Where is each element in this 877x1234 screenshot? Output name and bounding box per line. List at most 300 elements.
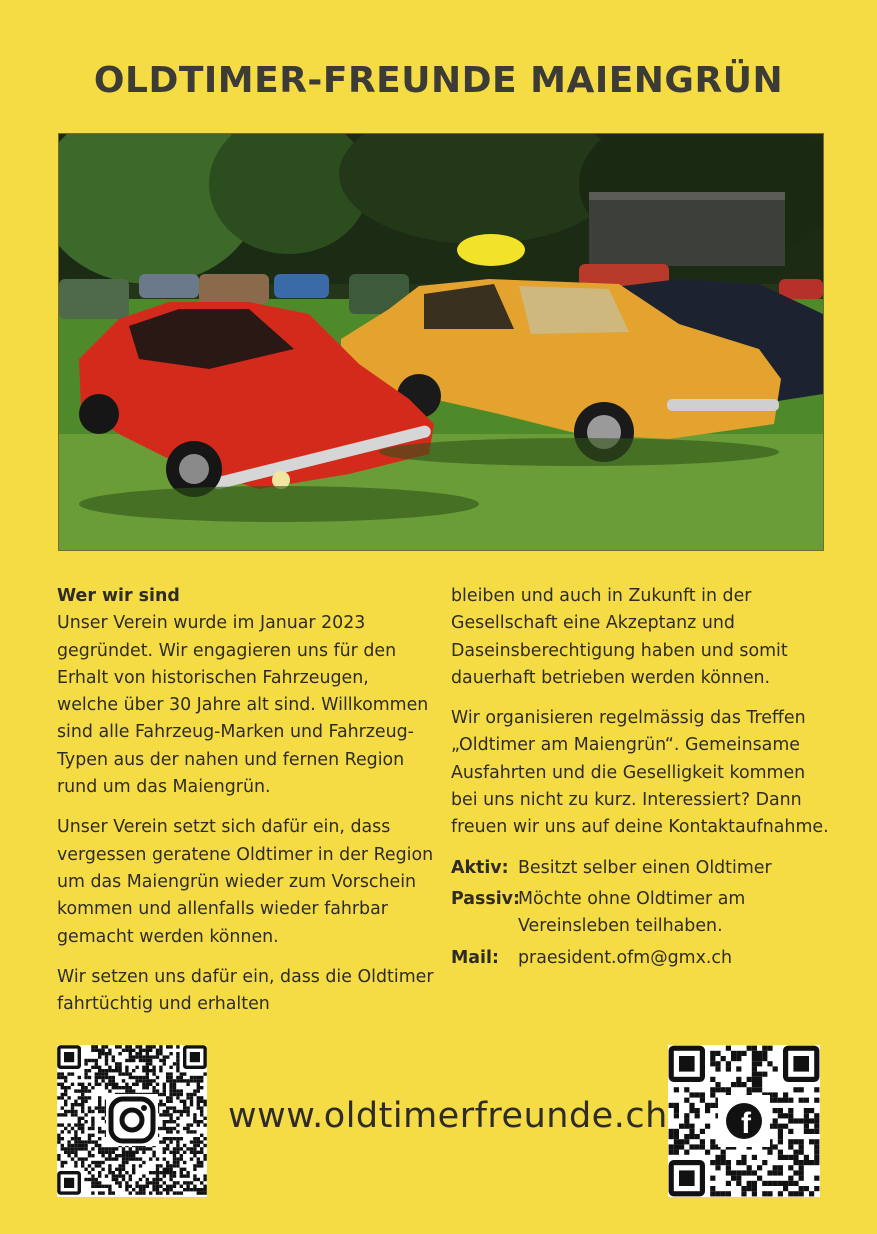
qr-module	[61, 1137, 64, 1140]
qr-module	[190, 1151, 193, 1154]
svg-text:f: f	[741, 1107, 751, 1140]
qr-module	[173, 1191, 176, 1194]
qr-module	[101, 1079, 104, 1082]
qr-module	[74, 1137, 77, 1140]
qr-module	[156, 1049, 159, 1052]
qr-module	[98, 1151, 101, 1154]
qr-module	[91, 1154, 94, 1157]
qr-module	[176, 1123, 179, 1126]
qr-module	[814, 1124, 819, 1129]
qr-module	[156, 1185, 159, 1188]
qr-module	[57, 1137, 60, 1140]
qr-module	[203, 1103, 206, 1106]
qr-module	[180, 1093, 183, 1096]
qr-module	[200, 1147, 203, 1150]
qr-module	[793, 1155, 798, 1160]
qr-module	[186, 1093, 189, 1096]
qr-module	[71, 1147, 74, 1150]
qr-module	[108, 1191, 111, 1194]
qr-module	[674, 1139, 679, 1144]
qr-module	[799, 1170, 804, 1175]
qr-module	[710, 1077, 715, 1082]
qr-module	[156, 1089, 159, 1092]
qr-module	[64, 1113, 67, 1116]
qr-module	[146, 1178, 149, 1181]
qr-module	[159, 1059, 162, 1062]
qr-module	[91, 1127, 94, 1130]
qr-module	[81, 1093, 84, 1096]
section-heading: Wer wir sind	[57, 586, 180, 606]
qr-finder	[679, 1056, 695, 1072]
qr-module	[741, 1155, 746, 1160]
qr-module	[169, 1093, 172, 1096]
qr-module	[112, 1083, 115, 1086]
qr-module	[149, 1055, 152, 1058]
qr-module	[122, 1174, 125, 1177]
qr-module	[726, 1165, 731, 1170]
qr-module	[84, 1076, 87, 1079]
qr-module	[180, 1185, 183, 1188]
qr-module	[146, 1062, 149, 1065]
qr-module	[741, 1082, 746, 1087]
qr-module	[180, 1168, 183, 1171]
qr-module	[156, 1181, 159, 1184]
qr-module	[169, 1113, 172, 1116]
qr-module	[173, 1164, 176, 1167]
qr-finder	[190, 1052, 200, 1062]
qr-module	[773, 1144, 778, 1149]
qr-module	[88, 1164, 91, 1167]
qr-module	[61, 1086, 64, 1089]
qr-module	[112, 1069, 115, 1072]
qr-module	[105, 1083, 108, 1086]
qr-module	[108, 1076, 111, 1079]
qr-module	[132, 1055, 135, 1058]
qr-module	[163, 1151, 166, 1154]
qr-module	[129, 1072, 132, 1075]
qr-module	[118, 1168, 121, 1171]
qr-module	[98, 1106, 101, 1109]
qr-module	[78, 1120, 81, 1123]
qr-module	[190, 1100, 193, 1103]
qr-module	[98, 1110, 101, 1113]
qr-module	[710, 1191, 715, 1196]
qr-module	[156, 1171, 159, 1174]
qr-module	[74, 1110, 77, 1113]
qr-module	[74, 1154, 77, 1157]
qr-module	[159, 1069, 162, 1072]
qr-module	[152, 1181, 155, 1184]
qr-module	[125, 1181, 128, 1184]
qr-module	[125, 1151, 128, 1154]
qr-module	[767, 1191, 772, 1196]
qr-module	[799, 1087, 804, 1092]
qr-module	[146, 1181, 149, 1184]
qr-module	[88, 1069, 91, 1072]
qr-module	[180, 1171, 183, 1174]
qr-module	[74, 1130, 77, 1133]
qr-module	[78, 1096, 81, 1099]
qr-module	[193, 1147, 196, 1150]
qr-module	[108, 1185, 111, 1188]
qr-module	[180, 1100, 183, 1103]
qr-module	[752, 1056, 757, 1061]
qr-module	[747, 1165, 752, 1170]
qr-module	[122, 1072, 125, 1075]
qr-module	[773, 1165, 778, 1170]
qr-module	[64, 1161, 67, 1164]
qr-module	[193, 1117, 196, 1120]
qr-module	[81, 1110, 84, 1113]
qr-module	[176, 1117, 179, 1120]
qr-module	[88, 1178, 91, 1181]
qr-module	[773, 1181, 778, 1186]
qr-module	[193, 1079, 196, 1082]
qr-module	[112, 1157, 115, 1160]
qr-module	[81, 1161, 84, 1164]
qr-module	[176, 1130, 179, 1133]
qr-module	[721, 1087, 726, 1092]
qr-module	[57, 1123, 60, 1126]
qr-module	[64, 1089, 67, 1092]
qr-module	[159, 1100, 162, 1103]
qr-module	[95, 1059, 98, 1062]
qr-module	[163, 1171, 166, 1174]
qr-module	[773, 1092, 778, 1097]
qr-module	[163, 1140, 166, 1143]
qr-module	[105, 1076, 108, 1079]
qr-module	[115, 1178, 118, 1181]
qr-module	[747, 1186, 752, 1191]
qr-module	[169, 1130, 172, 1133]
qr-module	[752, 1051, 757, 1056]
qr-module	[146, 1049, 149, 1052]
qr-module	[135, 1055, 138, 1058]
qr-module	[173, 1171, 176, 1174]
qr-module	[67, 1096, 70, 1099]
qr-module	[166, 1130, 169, 1133]
qr-module	[129, 1086, 132, 1089]
qr-module	[700, 1139, 705, 1144]
qr-module	[173, 1093, 176, 1096]
qr-module	[176, 1066, 179, 1069]
qr-module	[84, 1069, 87, 1072]
qr-module	[112, 1076, 115, 1079]
qr-module	[752, 1061, 757, 1066]
email-address[interactable]: praesident.ofm@gmx.ch	[518, 947, 733, 968]
qr-module	[197, 1144, 200, 1147]
qr-module	[101, 1106, 104, 1109]
qr-module	[757, 1056, 762, 1061]
qr-module	[142, 1066, 145, 1069]
qr-module	[695, 1092, 700, 1097]
qr-module	[710, 1051, 715, 1056]
qr-module	[84, 1147, 87, 1150]
qr-module	[200, 1079, 203, 1082]
qr-module	[159, 1191, 162, 1194]
qr-module	[88, 1076, 91, 1079]
qr-module	[91, 1178, 94, 1181]
qr-module	[132, 1154, 135, 1157]
qr-module	[139, 1055, 142, 1058]
qr-module	[705, 1108, 710, 1113]
qr-module	[173, 1106, 176, 1109]
facebook-qr-code[interactable]	[668, 1045, 820, 1197]
qr-module	[684, 1113, 689, 1118]
qr-module	[180, 1137, 183, 1140]
qr-module	[125, 1185, 128, 1188]
qr-module	[176, 1164, 179, 1167]
qr-module	[166, 1188, 169, 1191]
qr-module	[183, 1079, 186, 1082]
qr-module	[146, 1045, 149, 1048]
qr-module	[108, 1188, 111, 1191]
qr-module	[132, 1188, 135, 1191]
qr-module	[752, 1077, 757, 1082]
qr-module	[78, 1117, 81, 1120]
qr-module	[169, 1127, 172, 1130]
qr-module	[193, 1174, 196, 1177]
qr-module	[166, 1147, 169, 1150]
qr-module	[61, 1164, 64, 1167]
qr-module	[152, 1079, 155, 1082]
membership-info	[451, 855, 831, 972]
qr-module	[726, 1087, 731, 1092]
qr-module	[129, 1089, 132, 1092]
qr-module	[91, 1110, 94, 1113]
website-link[interactable]: www.oldtimerfreunde.ch	[228, 1096, 668, 1136]
qr-module	[95, 1076, 98, 1079]
qr-module	[778, 1113, 783, 1118]
qr-module	[169, 1045, 172, 1048]
qr-module	[163, 1168, 166, 1171]
qr-module	[169, 1117, 172, 1120]
qr-module	[81, 1089, 84, 1092]
qr-module	[71, 1083, 74, 1086]
qr-module	[773, 1124, 778, 1129]
qr-module	[684, 1087, 689, 1092]
qr-module	[61, 1096, 64, 1099]
qr-module	[183, 1168, 186, 1171]
qr-module	[186, 1083, 189, 1086]
qr-module	[135, 1052, 138, 1055]
qr-module	[197, 1076, 200, 1079]
qr-module	[152, 1188, 155, 1191]
qr-module	[715, 1082, 720, 1087]
qr-module	[197, 1079, 200, 1082]
qr-module	[169, 1086, 172, 1089]
qr-module	[139, 1147, 142, 1150]
qr-module	[169, 1100, 172, 1103]
qr-module	[61, 1072, 64, 1075]
qr-module	[669, 1134, 674, 1139]
qr-module	[95, 1185, 98, 1188]
qr-module	[74, 1113, 77, 1116]
qr-module	[788, 1129, 793, 1134]
qr-module	[163, 1174, 166, 1177]
qr-module	[152, 1089, 155, 1092]
qr-module	[115, 1147, 118, 1150]
qr-module	[186, 1174, 189, 1177]
qr-module	[132, 1164, 135, 1167]
qr-module	[767, 1150, 772, 1155]
qr-module	[684, 1139, 689, 1144]
qr-module	[203, 1123, 206, 1126]
qr-module	[122, 1164, 125, 1167]
qr-module	[139, 1052, 142, 1055]
qr-module	[674, 1087, 679, 1092]
qr-module	[64, 1086, 67, 1089]
qr-module	[169, 1168, 172, 1171]
qr-module	[108, 1151, 111, 1154]
qr-module	[146, 1055, 149, 1058]
qr-module	[166, 1171, 169, 1174]
qr-module	[146, 1072, 149, 1075]
qr-module	[197, 1086, 200, 1089]
qr-module	[74, 1140, 77, 1143]
qr-module	[710, 1103, 715, 1108]
qr-module	[788, 1144, 793, 1149]
qr-module	[152, 1055, 155, 1058]
qr-module	[186, 1079, 189, 1082]
paragraph-founding: Unser Verein wurde im Januar 2023 gegründet. Wir engagieren uns für den Erhalt von historischen Fahrzeugen, welche über 30 Jahre alt sind. Willkommen sind alle Fahrzeug-Marken und Fahrzeug-Typen aus der nahen und fernen Region rund um das Maiengrün.	[57, 613, 429, 798]
qr-module	[180, 1174, 183, 1177]
qr-module	[64, 1147, 67, 1150]
qr-module	[152, 1171, 155, 1174]
qr-module	[793, 1139, 798, 1144]
qr-module	[108, 1052, 111, 1055]
qr-module	[115, 1181, 118, 1184]
qr-module	[98, 1137, 101, 1140]
qr-module	[757, 1072, 762, 1077]
qr-module	[61, 1113, 64, 1116]
qr-module	[197, 1123, 200, 1126]
qr-module	[74, 1089, 77, 1092]
qr-module	[57, 1076, 60, 1079]
qr-module	[156, 1052, 159, 1055]
qr-module	[163, 1137, 166, 1140]
qr-module	[788, 1139, 793, 1144]
qr-module	[81, 1083, 84, 1086]
qr-module	[762, 1051, 767, 1056]
qr-module	[173, 1079, 176, 1082]
qr-module	[84, 1096, 87, 1099]
qr-module	[112, 1055, 115, 1058]
qr-module	[197, 1178, 200, 1181]
qr-module	[721, 1191, 726, 1196]
qr-module	[799, 1139, 804, 1144]
qr-module	[176, 1059, 179, 1062]
qr-module	[146, 1069, 149, 1072]
qr-module	[105, 1147, 108, 1150]
instagram-qr-code[interactable]	[57, 1045, 207, 1197]
qr-module	[183, 1144, 186, 1147]
qr-module	[788, 1191, 793, 1196]
qr-module	[98, 1181, 101, 1184]
qr-module	[700, 1129, 705, 1134]
qr-module	[814, 1150, 819, 1155]
qr-module	[783, 1186, 788, 1191]
qr-module	[84, 1178, 87, 1181]
qr-module	[118, 1045, 121, 1048]
qr-module	[200, 1100, 203, 1103]
qr-module	[132, 1089, 135, 1092]
qr-module	[95, 1062, 98, 1065]
qr-module	[809, 1160, 814, 1165]
qr-module	[166, 1185, 169, 1188]
qr-module	[149, 1049, 152, 1052]
qr-module	[180, 1079, 183, 1082]
qr-module	[197, 1120, 200, 1123]
qr-module	[135, 1045, 138, 1048]
qr-module	[173, 1110, 176, 1113]
qr-finder	[793, 1056, 809, 1072]
qr-module	[169, 1096, 172, 1099]
qr-module	[710, 1056, 715, 1061]
row-value: Möchte ohne Oldtimer am Vereinsleben teilhaben.	[518, 888, 746, 937]
qr-module	[674, 1108, 679, 1113]
qr-module	[129, 1052, 132, 1055]
qr-module	[108, 1147, 111, 1150]
qr-module	[57, 1113, 60, 1116]
qr-module	[814, 1113, 819, 1118]
qr-module	[200, 1096, 203, 1099]
qr-module	[799, 1165, 804, 1170]
qr-module	[91, 1134, 94, 1137]
qr-module	[193, 1120, 196, 1123]
qr-module	[190, 1147, 193, 1150]
qr-module	[190, 1079, 193, 1082]
qr-module	[757, 1051, 762, 1056]
qr-module	[183, 1106, 186, 1109]
qr-module	[122, 1154, 125, 1157]
qr-module	[169, 1083, 172, 1086]
qr-module	[710, 1144, 715, 1149]
qr-module	[64, 1076, 67, 1079]
row-value: Besitzt selber einen Oldtimer	[518, 857, 772, 878]
qr-module	[752, 1082, 757, 1087]
qr-module	[91, 1049, 94, 1052]
qr-module	[132, 1083, 135, 1086]
qr-module	[778, 1098, 783, 1103]
qr-module	[71, 1144, 74, 1147]
qr-module	[98, 1161, 101, 1164]
qr-module	[793, 1181, 798, 1186]
qr-module	[159, 1171, 162, 1174]
qr-module	[95, 1144, 98, 1147]
qr-module	[689, 1103, 694, 1108]
qr-module	[752, 1046, 757, 1051]
qr-module	[166, 1120, 169, 1123]
qr-module	[190, 1188, 193, 1191]
qr-module	[88, 1171, 91, 1174]
qr-module	[84, 1157, 87, 1160]
qr-module	[804, 1155, 809, 1160]
qr-module	[112, 1178, 115, 1181]
qr-module	[731, 1170, 736, 1175]
qr-module	[95, 1106, 98, 1109]
qr-module	[731, 1051, 736, 1056]
qr-module	[173, 1151, 176, 1154]
qr-module	[67, 1086, 70, 1089]
right-column	[451, 583, 831, 976]
qr-module	[81, 1127, 84, 1130]
qr-module	[125, 1089, 128, 1092]
qr-module	[762, 1181, 767, 1186]
qr-module	[684, 1134, 689, 1139]
qr-module	[783, 1181, 788, 1186]
qr-module	[757, 1176, 762, 1181]
